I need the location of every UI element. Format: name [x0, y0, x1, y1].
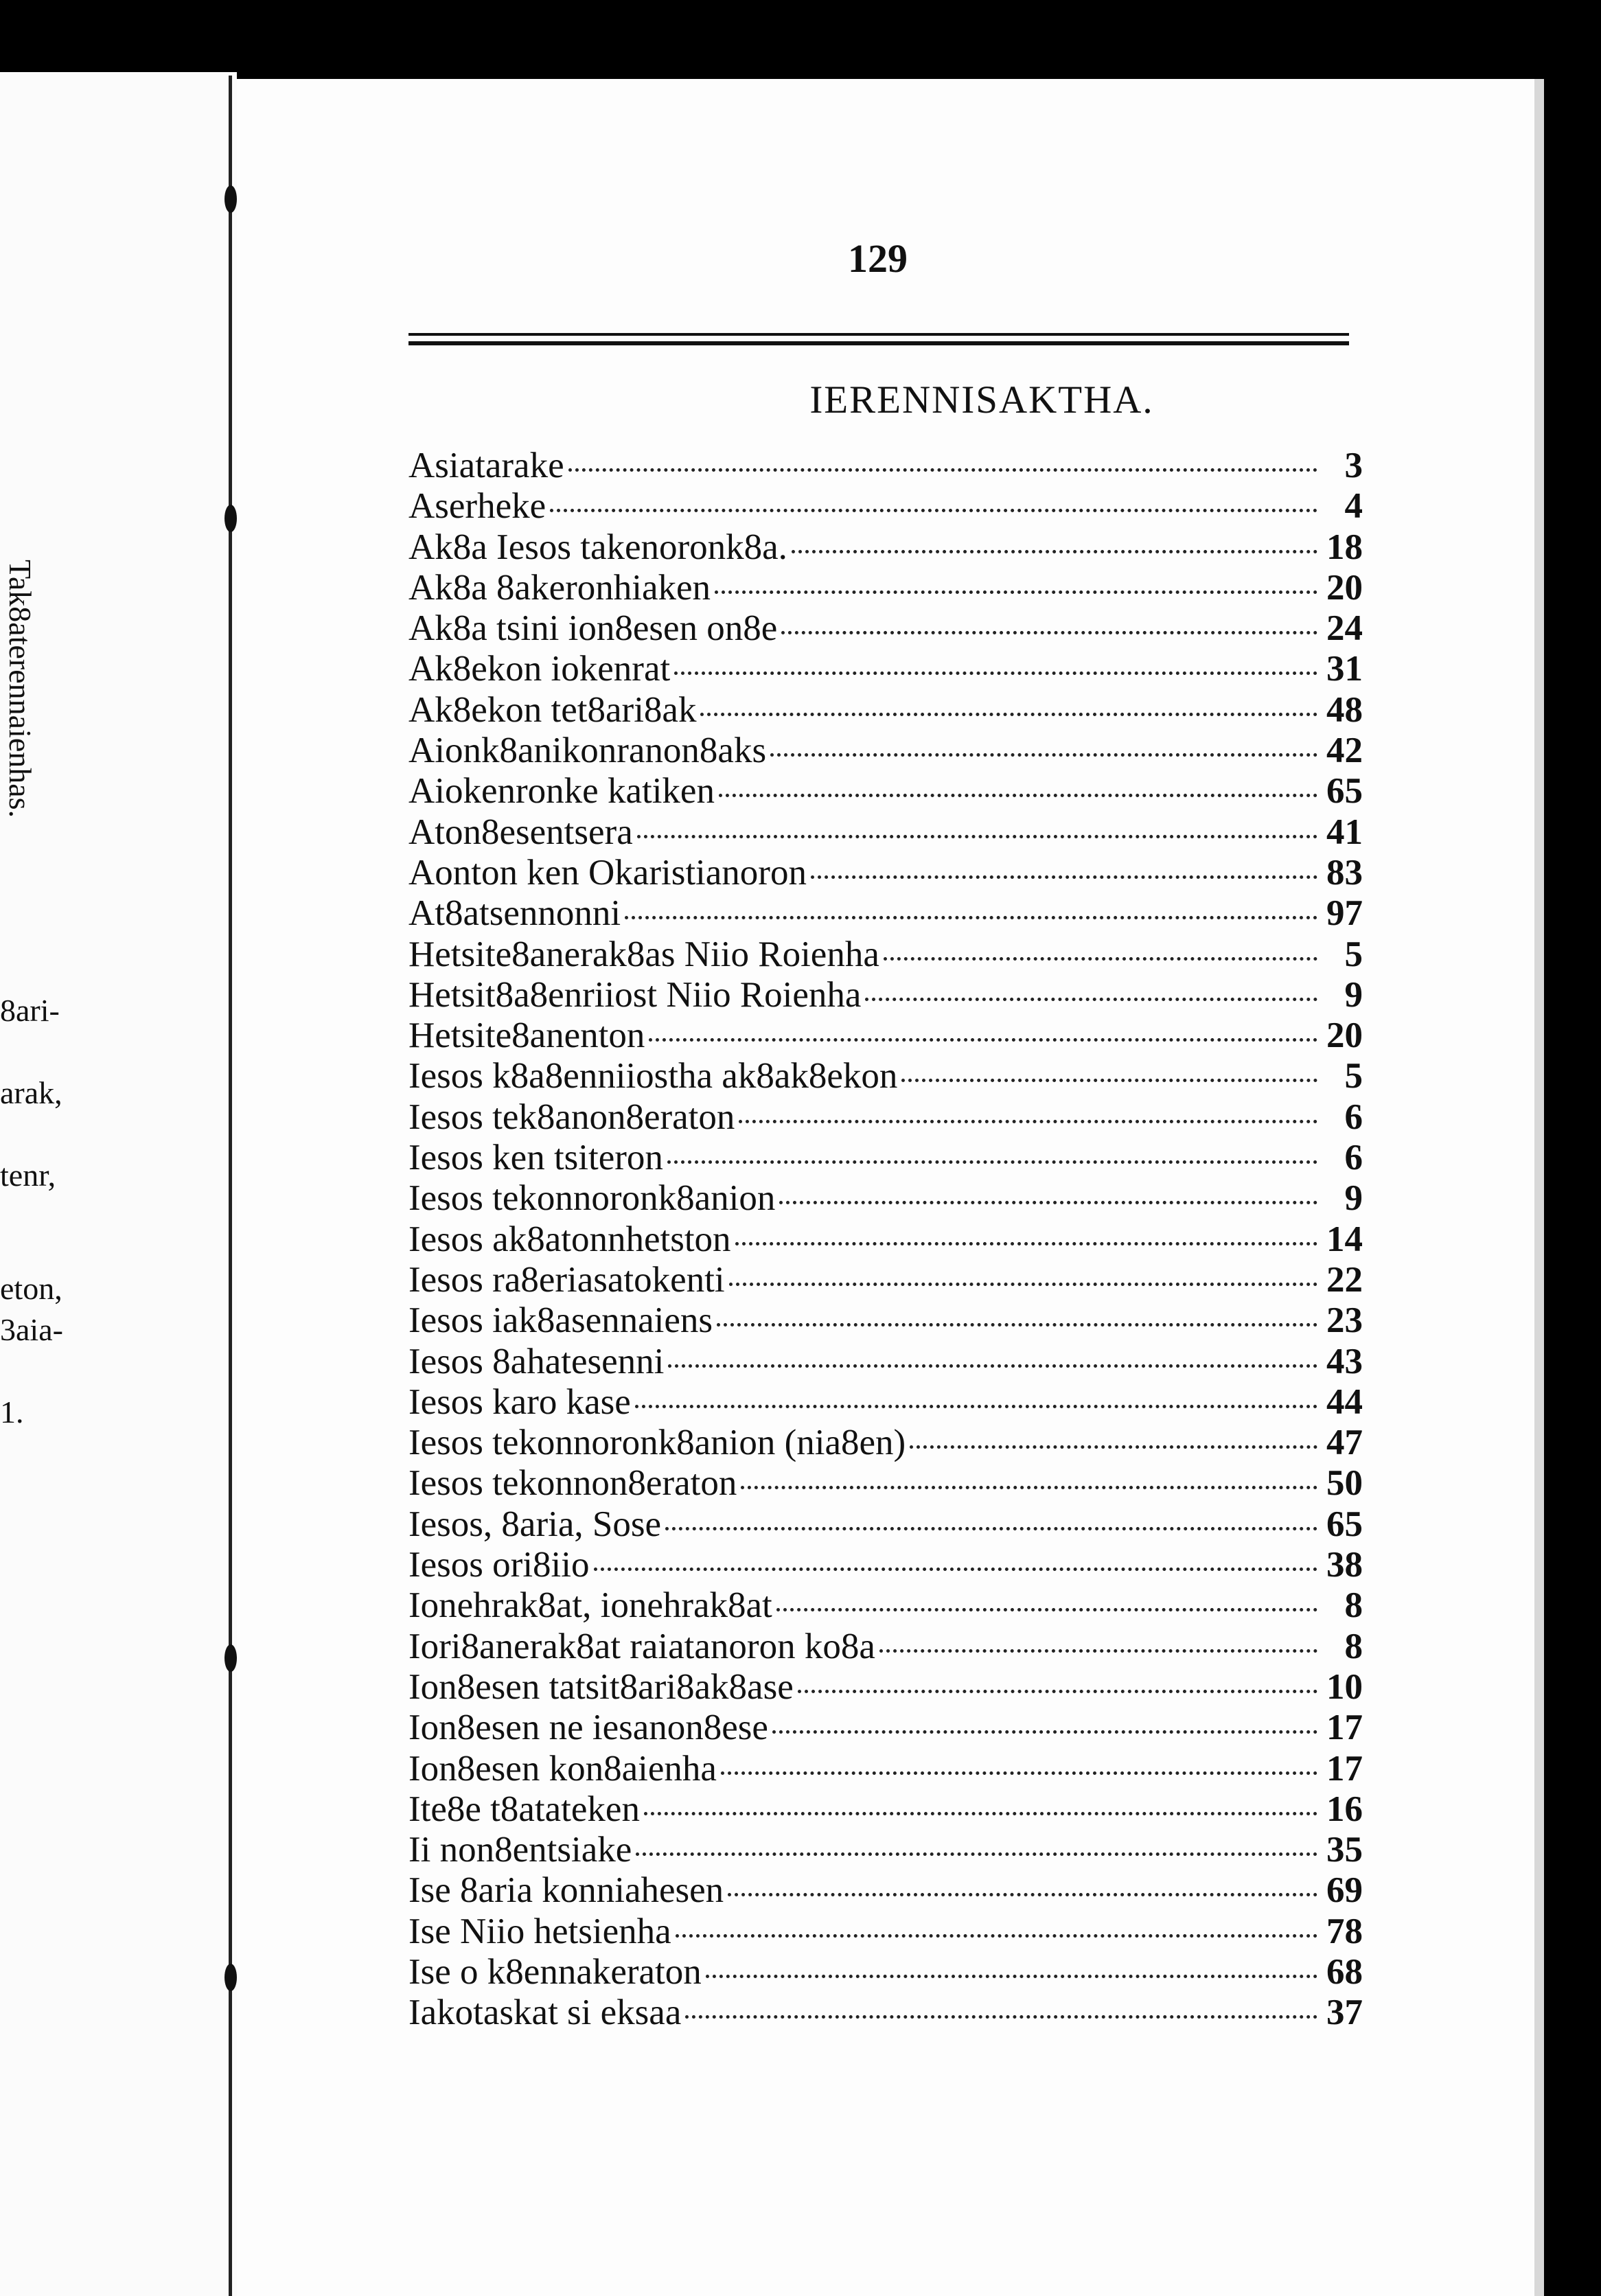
toc-entry [408, 1667, 1363, 1708]
toc-entry-page-number: 10 [1326, 1666, 1363, 1707]
toc-entry [408, 1789, 1363, 1830]
toc-entry-page-number: 5 [1344, 934, 1363, 974]
dot-leader [792, 550, 1317, 553]
toc-entry [408, 1749, 1363, 1789]
toc-entry-page-number: 47 [1326, 1423, 1363, 1463]
dot-leader [637, 835, 1317, 838]
dot-leader [884, 957, 1317, 961]
dot-leader [776, 1608, 1317, 1611]
dot-leader [668, 1364, 1317, 1368]
toc-entry-title: Ak8a tsini ion8esen on8e [408, 608, 778, 649]
toc-entry-page-number: 35 [1326, 1830, 1363, 1870]
toc-entry-page-number: 20 [1326, 1015, 1363, 1056]
dot-leader [625, 916, 1317, 919]
header-rule [408, 333, 1349, 336]
left-page-fragment: arak, [0, 1075, 62, 1110]
toc-entry-title: Hetsit8a8enriiost Niio Roienha [408, 974, 862, 1015]
toc-entry-page-number: 24 [1326, 608, 1363, 649]
toc-entry-page-number: 9 [1344, 974, 1363, 1015]
dot-leader [719, 794, 1317, 797]
book-gutter-line [229, 76, 232, 2296]
dot-leader [568, 468, 1317, 472]
toc-entry [408, 893, 1363, 934]
dot-leader [636, 1852, 1317, 1856]
toc-entry-page-number: 9 [1344, 1178, 1363, 1219]
toc-entry-title: Ak8a Iesos takenoronk8a. [408, 527, 787, 567]
toc-entry-page-number: 50 [1326, 1463, 1363, 1504]
toc-entry [408, 934, 1363, 975]
toc-entry [408, 1912, 1363, 1952]
toc-entry-title: Ionehrak8at, ionehrak8at [408, 1585, 772, 1626]
dot-leader [676, 1934, 1317, 1938]
dot-leader [770, 753, 1317, 757]
toc-entry [408, 1097, 1363, 1138]
toc-entry-title: Aserheke [408, 486, 546, 527]
toc-entry [408, 446, 1363, 486]
toc-entry-title: Ite8e t8atateken [408, 1789, 640, 1829]
dot-leader [910, 1445, 1317, 1449]
toc-entry-page-number: 65 [1326, 1504, 1363, 1544]
toc-entry [408, 812, 1363, 853]
toc-entry-title: Iesos ra8eriasatokenti [408, 1259, 725, 1300]
toc-entry [408, 1178, 1363, 1219]
toc-entry-title: Ise o k8ennakeraton [408, 1951, 702, 1992]
dot-leader [781, 631, 1317, 634]
toc-entry-title: Aiokenronke katiken [408, 771, 715, 812]
dot-leader [665, 1527, 1317, 1530]
toc-entry [408, 608, 1363, 649]
toc-entry [408, 1342, 1363, 1382]
toc-entry-page-number: 31 [1326, 649, 1363, 689]
dot-leader [706, 1975, 1317, 1978]
toc-entry [408, 1585, 1363, 1626]
toc-entry-page-number: 42 [1326, 731, 1363, 771]
toc-entry-page-number: 17 [1326, 1708, 1363, 1748]
toc-entry-title: Iesos karo kase [408, 1381, 631, 1422]
toc-entry [408, 1952, 1363, 1993]
toc-entry-title: Ion8esen kon8aienha [408, 1748, 717, 1789]
dot-leader [811, 875, 1317, 879]
toc-entry [408, 1993, 1363, 2033]
dot-leader [735, 1242, 1317, 1245]
toc-entry [408, 771, 1363, 812]
toc-entry [408, 1056, 1363, 1097]
toc-entry-page-number: 65 [1326, 771, 1363, 812]
toc-entry [408, 1504, 1363, 1545]
toc-entry-title: Iesos ori8iio [408, 1545, 590, 1585]
dot-leader [717, 1323, 1317, 1327]
toc-entry-page-number: 37 [1326, 1993, 1363, 2033]
binding-thread-mark [224, 1644, 237, 1672]
toc-entry [408, 1219, 1363, 1260]
dot-leader [728, 1893, 1317, 1896]
toc-entry-title: Aton8esentsera [408, 812, 633, 852]
dot-leader [772, 1730, 1317, 1734]
toc-entry [408, 1627, 1363, 1667]
toc-entry-title: Iori8anerak8at raiatanoron ko8a [408, 1626, 875, 1666]
toc-entry [408, 527, 1363, 568]
toc-entry-title: At8atsennonni [408, 893, 621, 934]
toc-entry-title: Ion8esen ne iesanon8ese [408, 1708, 768, 1748]
toc-entry-title: Iakotaskat si eksaa [408, 1993, 682, 2033]
toc-entry [408, 1260, 1363, 1300]
toc-entry [408, 1463, 1363, 1504]
toc-entry [408, 1423, 1363, 1463]
toc-entry-title: Iesos tek8anon8eraton [408, 1097, 735, 1137]
dot-leader [649, 1038, 1317, 1042]
left-page-fragment: 3aia- [0, 1312, 63, 1347]
toc-entry-title: Iesos tekonnon8eraton [408, 1463, 737, 1504]
toc-entry [408, 731, 1363, 771]
left-page [0, 72, 237, 2296]
content-page [237, 79, 1544, 2296]
table-of-contents [408, 446, 1363, 2034]
toc-entry-page-number: 43 [1326, 1341, 1363, 1381]
dot-leader [798, 1690, 1317, 1693]
binding-thread-mark [224, 505, 237, 532]
left-page-fragment: 1. [0, 1394, 24, 1430]
toc-entry-title: Iesos tekonnoronk8anion [408, 1178, 776, 1219]
binding-thread-mark [224, 1964, 237, 1991]
toc-entry-page-number: 8 [1344, 1585, 1363, 1626]
dot-leader [879, 1649, 1317, 1653]
toc-entry-title: Ak8ekon iokenrat [408, 649, 671, 689]
toc-entry [408, 1138, 1363, 1178]
toc-entry-page-number: 4 [1344, 486, 1363, 527]
toc-entry [408, 486, 1363, 527]
dot-leader [901, 1079, 1317, 1082]
dot-leader [739, 1120, 1317, 1123]
toc-entry [408, 1708, 1363, 1748]
toc-entry [408, 1300, 1363, 1341]
toc-entry [408, 649, 1363, 689]
toc-entry [408, 568, 1363, 608]
toc-entry-title: Iesos iak8asennaiens [408, 1300, 713, 1341]
toc-entry-title: Iesos, 8aria, Sose [408, 1504, 661, 1544]
toc-entry-page-number: 6 [1344, 1138, 1363, 1178]
toc-entry [408, 1870, 1363, 1911]
dot-leader [700, 713, 1317, 716]
toc-entry-title: Ak8ekon tet8ari8ak [408, 689, 697, 730]
toc-entry-page-number: 18 [1326, 527, 1363, 567]
toc-entry-page-number: 97 [1326, 893, 1363, 934]
toc-entry-page-number: 14 [1326, 1219, 1363, 1259]
toc-entry [408, 853, 1363, 893]
toc-entry-title: Ise Niio hetsienha [408, 1911, 671, 1951]
toc-entry [408, 1382, 1363, 1423]
toc-entry-page-number: 16 [1326, 1789, 1363, 1829]
dot-leader [685, 2015, 1317, 2019]
toc-entry-page-number: 5 [1344, 1056, 1363, 1097]
toc-entry-title: Iesos 8ahatesenni [408, 1341, 665, 1381]
header-rule [408, 341, 1349, 345]
toc-entry-page-number: 22 [1326, 1259, 1363, 1300]
left-page-spine-title: Tak8aterennaienhas. [3, 560, 38, 818]
dot-leader [729, 1283, 1317, 1286]
dot-leader [594, 1568, 1318, 1571]
toc-entry-title: Iesos k8a8enniiostha ak8ak8ekon [408, 1056, 898, 1097]
toc-entry-title: Hetsite8anenton [408, 1015, 645, 1056]
dot-leader [550, 509, 1317, 512]
dot-leader [644, 1812, 1317, 1815]
toc-entry [408, 975, 1363, 1015]
toc-entry [408, 1545, 1363, 1585]
toc-entry [408, 690, 1363, 731]
toc-entry-page-number: 68 [1326, 1951, 1363, 1992]
toc-entry-page-number: 83 [1326, 852, 1363, 893]
toc-entry-title: Ak8a 8akeronhiaken [408, 567, 711, 608]
toc-entry-title: Ii non8entsiake [408, 1830, 632, 1870]
toc-entry-title: Asiatarake [408, 446, 564, 485]
dot-leader [715, 590, 1317, 594]
toc-entry-page-number: 78 [1326, 1911, 1363, 1951]
dot-leader [865, 998, 1317, 1001]
left-page-fragment: tenr, [0, 1158, 56, 1193]
toc-entry-title: Ion8esen tatsit8ari8ak8ase [408, 1666, 794, 1707]
toc-entry-title: Iesos tekonnoronk8anion (nia8en) [408, 1423, 906, 1463]
toc-entry-title: Iesos ken tsiteron [408, 1138, 663, 1178]
toc-entry-page-number: 41 [1326, 812, 1363, 852]
toc-entry-title: Aionk8anikonranon8aks [408, 731, 767, 771]
toc-entry-page-number: 8 [1344, 1626, 1363, 1666]
toc-entry-title: Aonton ken Okaristianoron [408, 852, 807, 893]
toc-entry-title: Ise 8aria konniahesen [408, 1870, 724, 1911]
toc-entry [408, 1015, 1363, 1056]
toc-entry-title: Hetsite8anerak8as Niio Roienha [408, 934, 879, 974]
toc-entry-page-number: 20 [1326, 567, 1363, 608]
page-heading: IERENNISAKTHA. [809, 378, 1154, 422]
dot-leader [779, 1201, 1317, 1204]
toc-entry-page-number: 23 [1326, 1300, 1363, 1341]
toc-entry-page-number: 17 [1326, 1748, 1363, 1789]
dot-leader [667, 1160, 1317, 1164]
toc-entry [408, 1830, 1363, 1870]
binding-thread-mark [224, 185, 237, 213]
dot-leader [741, 1486, 1317, 1489]
dot-leader [721, 1771, 1317, 1775]
toc-entry-page-number: 6 [1344, 1097, 1363, 1137]
dot-leader [635, 1405, 1317, 1408]
toc-entry-page-number: 44 [1326, 1381, 1363, 1422]
toc-entry-page-number: 3 [1344, 446, 1363, 485]
toc-entry-page-number: 69 [1326, 1870, 1363, 1911]
toc-entry-page-number: 48 [1326, 689, 1363, 730]
toc-entry-title: Iesos ak8atonnhetston [408, 1219, 731, 1259]
left-page-fragment: 8ari- [0, 993, 60, 1028]
left-page-fragment: eton, [0, 1271, 62, 1306]
toc-entry-page-number: 38 [1326, 1545, 1363, 1585]
dot-leader [674, 671, 1317, 675]
page-number: 129 [848, 236, 908, 281]
